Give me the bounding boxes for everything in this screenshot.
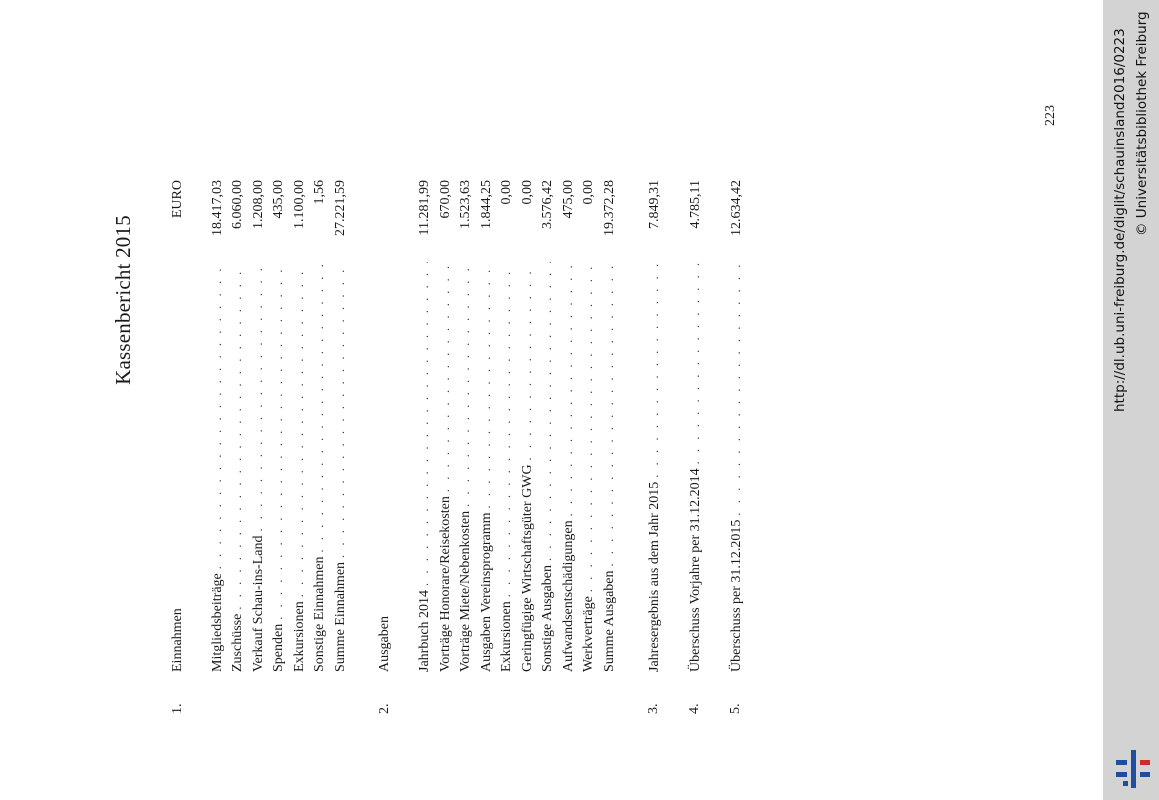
section-number: 2. [377,703,392,714]
row-value: 6.060,00 [230,180,245,229]
row-label: Ausgaben Vereinsprogramm [479,512,494,672]
row-value: 0,00 [499,180,514,205]
leader-dots [207,262,227,573]
leader-dots [414,262,434,590]
row-label: Sonstige Ausgaben [540,565,555,672]
row-value: 18.417,03 [210,180,225,236]
leader-dots [496,262,516,601]
row-value: 4.785,11 [688,180,703,229]
row-value: 12.634,42 [729,180,744,236]
row-label: Mitgliedsbeiträge [210,573,225,672]
ledger-row-total [330,180,350,672]
leader-dots [248,262,268,536]
leader-dots [599,262,619,571]
row-label: Sonstige Einnahmen [312,556,327,672]
ledger-row [496,180,516,672]
leader-dots [685,262,705,468]
row-value: 0,00 [520,180,535,205]
row-label: Vorträge Miete/Nebenkosten [458,510,473,672]
ledger-row [289,180,309,672]
row-value: 11.281,99 [417,180,432,236]
leader-dots [289,262,309,601]
section-label: Ausgaben [377,616,392,672]
ledger-row [435,180,455,672]
row-value: 27.221,59 [333,180,348,236]
leader-dots [268,262,288,624]
row-value: 1.523,63 [458,180,473,229]
row-value: 1.100,00 [292,180,307,229]
row-value: 670,00 [438,180,453,219]
leader-dots [455,262,475,511]
section-number: 3. [646,703,661,714]
row-value: 19.372,28 [602,180,617,236]
leader-dots [227,262,247,614]
row-value: 0,00 [581,180,596,205]
ledger-row [207,180,227,672]
ledger-row-result [726,180,746,672]
ledger-row [537,180,557,672]
ledger-row [414,180,434,672]
section-number: 5. [728,703,743,714]
leader-dots [435,262,455,496]
ledger-row-total [599,180,619,672]
section-number: 4. [687,703,702,714]
ledger-row-result [644,180,664,672]
row-value: 475,00 [561,180,576,219]
ledger-row [578,180,598,672]
page-number: 223 [1043,105,1058,126]
row-label: Überschuss Vorjahre per 31.12.2014 [688,468,703,672]
leader-dots [537,262,557,565]
row-label: Spenden [271,623,286,672]
ledger-row [558,180,578,672]
copyright-text: © Universitätsbibliothek Freiburg [1134,11,1150,236]
ledger-row-result [685,180,705,672]
row-value: 1.208,00 [251,180,266,229]
row-value: 1,56 [312,180,327,205]
ub-freiburg-logo-icon [1112,748,1154,790]
ledger-row [268,180,288,672]
row-label: Aufwandsentschädigungen [561,520,576,672]
ledger-row [476,180,496,672]
leader-dots [558,262,578,520]
row-label: Zuschüsse [230,613,245,672]
leader-dots [330,262,350,562]
leader-dots [476,262,496,512]
row-value: 7.849,31 [647,180,662,229]
row-value: 3.576,42 [540,180,555,229]
row-label: Summe Ausgaben [602,570,617,672]
row-label: Exkursionen [499,601,514,672]
row-label: Geringfügige Wirtschaftsgüter GWG [520,464,535,672]
ledger-row [248,180,268,672]
row-label: Jahrbuch 2014 [417,589,432,672]
row-label: Exkursionen [292,601,307,672]
section-label: Einnahmen [170,608,185,672]
source-url-text[interactable]: http://dl.ub.uni-freiburg.de/diglit/schauinsland2016/0223 [1112,28,1128,412]
row-label: Überschuss per 31.12.2015 [729,519,744,672]
row-label: Verkauf Schau-ins-Land [251,535,266,672]
leader-dots [726,262,746,520]
page-title: Kassenbericht 2015 [111,215,135,385]
row-label: Werkverträge [581,596,596,672]
row-label: Jahresergebnis aus dem Jahr 2015 [647,481,662,672]
leader-dots [309,262,329,557]
row-value: 1.844,25 [479,180,494,229]
ledger-row [455,180,475,672]
ledger-row [517,180,537,672]
leader-dots [517,262,537,464]
currency-column-header: EURO [170,180,185,219]
ledger-row [309,180,329,672]
row-label: Vorträge Honorare/Reisekosten [438,496,453,672]
leader-dots [644,262,664,482]
row-value: 435,00 [271,180,286,219]
ledger-row [227,180,247,672]
leader-dots [578,262,598,596]
section-number: 1. [170,703,185,714]
row-label: Summe Einnahmen [333,561,348,672]
